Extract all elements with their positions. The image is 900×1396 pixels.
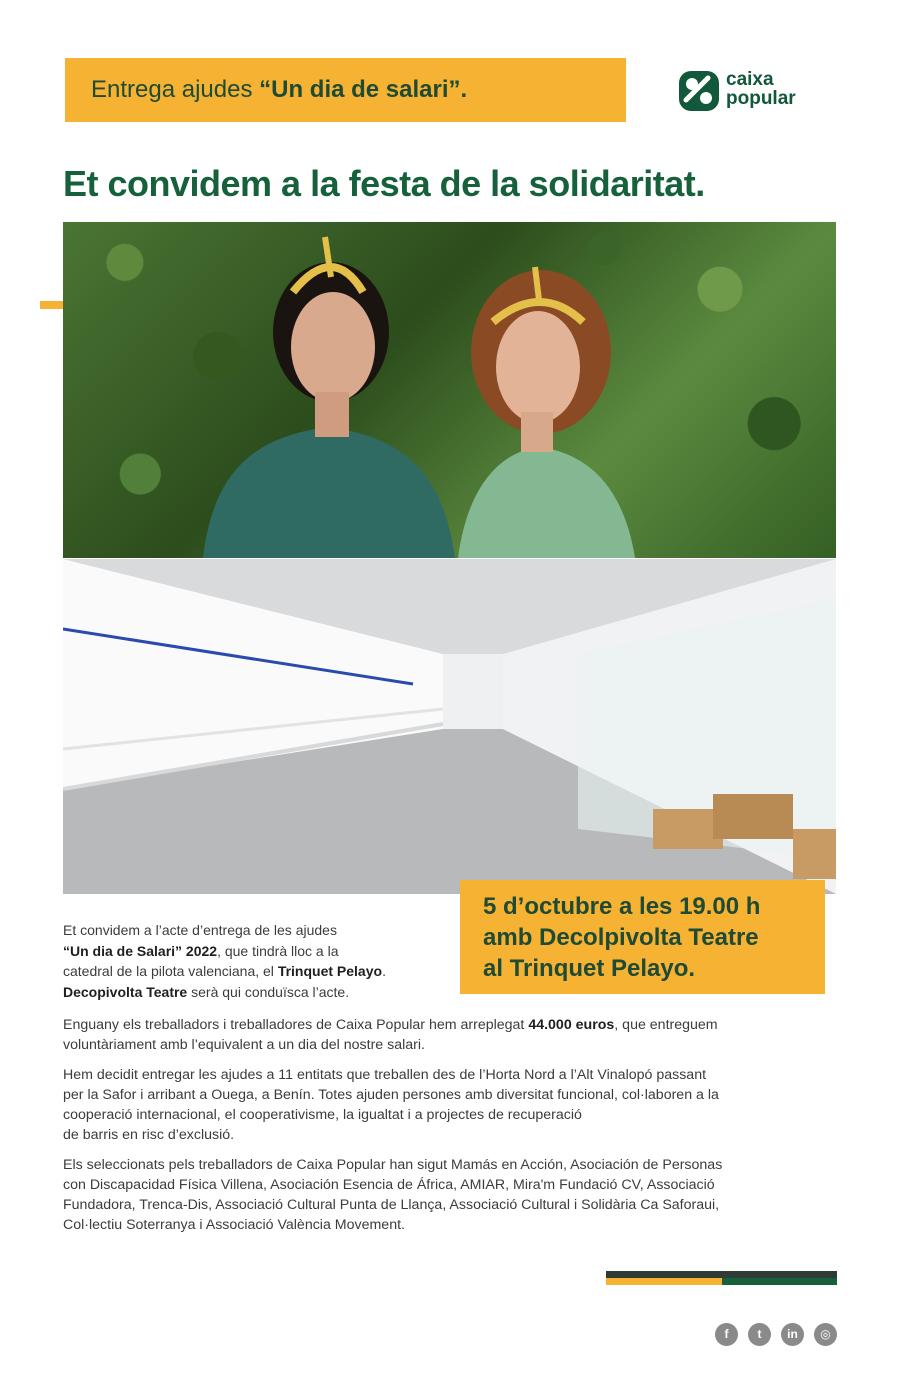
event-venue: al Trinquet Pelayo. [483, 955, 696, 982]
caixa-popular-logo[interactable] [678, 68, 840, 114]
instagram-icon[interactable]: ◎ [814, 1323, 837, 1346]
logo-text-line2: popular [726, 88, 796, 109]
two-women-with-banana-peels-photo [63, 222, 836, 558]
paragraph-amount: Enguany els treballadors i treballadores de Caixa Popular hem arreplegat 44.000 euros, que entreguem voluntàriament amb l’equivalent a un dia del nostre salari. [63, 1017, 718, 1053]
paragraph-entities: Hem decidit entregar les ajudes a 11 entitats que treballen des de l’Horta Nord a l’Alt Vinalopó passant per la Safor i arribant a Ouega, a Benín. Totes ajuden persones amb diversitat funcional, col·laboren a la cooperació internacional, el cooperativisme, la igualtat i a projectes de recuperació de barris en risc d’exclusió. [63, 1067, 719, 1143]
event-company: amb Decolpivolta Teatre [483, 924, 759, 951]
paragraph-selected: Els seleccionats pels treballadors de Caixa Popular han sigut Mamás en Acción, Asociación de Personas con Discapacidad Física Villena, Asociación Esencia de África, AMIAR, Mira'm Fundació CV, Associació Fundadora, Trenca-Dis, Associació Cultural Punta de Llança, Associació Cultural i Solidària Ca Saforaui, Col·lectiu Soterranya i Associació València Movement. [63, 1157, 723, 1233]
intro-paragraph: Et convidem a l’acte d’entrega de les ajudes “Un dia de Salari” 2022, que tindrà lloc a la catedral de la pilota valenciana, el Trinquet Pelayo. Decopivolta Teatre serà qui conduïsca l’acte. [63, 922, 386, 1000]
linkedin-icon[interactable]: in [781, 1323, 804, 1346]
logo-text-line1: caixa [726, 69, 774, 90]
caixa-popular-logo-icon [678, 70, 720, 112]
header-banner [65, 58, 626, 122]
facebook-icon[interactable]: f [715, 1323, 738, 1346]
footer-rule-dark [606, 1271, 837, 1278]
event-date: 5 d’octubre a les 19.00 h [483, 893, 761, 920]
trinquet-court-photo [63, 559, 836, 894]
event-date-banner [460, 880, 825, 994]
header-title: Entrega ajudes “Un dia de salari”. [91, 76, 468, 103]
twitter-icon[interactable]: t [748, 1323, 771, 1346]
page-headline: Et convidem a la festa de la solidaritat. [63, 163, 705, 204]
